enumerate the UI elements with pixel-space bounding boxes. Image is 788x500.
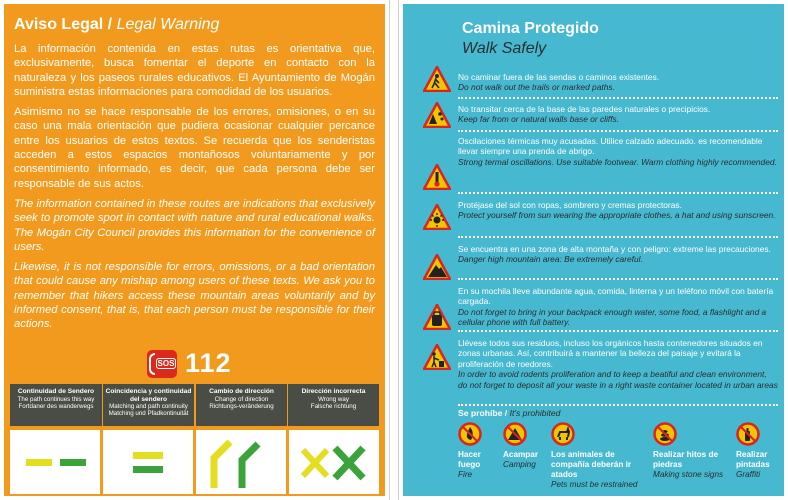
thermometer-warning-icon — [423, 164, 451, 190]
divider — [458, 404, 778, 406]
sign-title: Coincidencia y continuidad del sendero — [105, 388, 192, 403]
safety-en: Do not forget to bring in your backpack enough water, some food, a flashlight and a cellular phone with full battery. — [458, 306, 767, 328]
continuity-mark-icon — [10, 430, 100, 494]
legal-paragraph-es-1: La información contenida en estas rutas es orientativa que, exclusivamente, busca fomentar el deporte en contacto con la naturaleza y los paseos rurales educativos. El Ayuntamiento de Mogán suministra estas informaciones para comodidad de los usuarios. — [14, 43, 375, 98]
divider — [458, 192, 778, 194]
wrong-way-mark-icon — [289, 430, 379, 494]
legal-title-en: Legal Warning — [116, 16, 220, 33]
sign-title: Cambio de dirección — [209, 388, 274, 395]
divider — [458, 236, 778, 238]
safety-item-mountain — [458, 244, 778, 265]
no-fire-label — [458, 450, 498, 480]
safety-en: Do not walk out the trails or marked paths. — [458, 82, 615, 93]
prohibited-heading — [458, 408, 560, 418]
legal-warning-panel — [0, 0, 389, 500]
legal-title — [14, 16, 375, 34]
safety-en: In order to avoid rodents proliferation and to keep a beatiful and clean environment, do not forget to deposit all your waste in a right waste container located in urban areas — [458, 369, 778, 390]
safety-en: Danger high mountain area: Be extremely careful. — [458, 254, 643, 265]
prohibited-heading-es: Se prohíbe / — [458, 408, 508, 418]
legal-text-block — [14, 14, 375, 338]
divider — [458, 97, 778, 99]
emergency-number — [147, 348, 232, 379]
safety-item-waste — [458, 338, 778, 390]
prohibited-en: Pets must be restrained — [551, 480, 638, 489]
sos-phone-icon — [147, 350, 177, 378]
sign-de: Fortdaner des wanderwegs — [18, 402, 94, 410]
prohibited-en: Camping — [503, 460, 536, 469]
sign-header-continuity — [10, 384, 102, 426]
safety-item-trails — [458, 72, 778, 93]
pets-leash-icon — [551, 422, 575, 446]
prohibited-heading-en: It's prohibited — [509, 408, 561, 418]
trail-signs-legend — [10, 384, 379, 494]
sign-header-matching — [102, 384, 194, 426]
safety-item-thermal — [458, 136, 778, 167]
sign-header-wrong — [287, 384, 379, 426]
matching-mark-icon — [103, 430, 193, 494]
no-graffiti-label — [736, 450, 782, 480]
emergency-number-value: 112 — [185, 348, 232, 378]
mountain-warning-icon — [423, 254, 451, 280]
sign-en: Change of direction — [214, 395, 269, 403]
prohibited-es: Realizar hitos de piedras — [653, 450, 719, 469]
safety-es: No caminar fuera de las sendas o caminos existentes. — [458, 72, 660, 82]
safety-item-backpack — [458, 286, 778, 328]
no-camping-label — [503, 450, 545, 470]
safety-item-sun — [458, 200, 778, 221]
sign-en: Matching and path continuity — [109, 403, 188, 411]
divider — [458, 130, 778, 132]
walker-warning-icon — [423, 66, 451, 92]
walk-safely-panel — [399, 0, 788, 500]
no-fire-icon — [458, 422, 482, 446]
safety-en: Protect yourself from sun wearing the appropriate clothes, a hat and using sunscreen. — [458, 210, 776, 221]
legal-title-es: Aviso Legal / — [14, 16, 113, 33]
divider — [458, 330, 778, 332]
safety-es: En su mochila lleve abundante agua, comida, linterna y un teléfono móvil con batería cargada. — [458, 286, 774, 307]
divider — [458, 278, 778, 280]
sign-en: Wrong way — [318, 395, 349, 403]
litter-warning-icon — [423, 344, 451, 370]
safety-es: No transitar cerca de la base de las paredes naturales o precipicios. — [458, 104, 711, 114]
safe-title-es: Camina Protegido — [462, 20, 599, 37]
safety-es: Llévese todos sus residuos, incluso los orgánicos hasta contenedores situados en zonas urbanas. Así, contribuirá a mantener la belleza del paisaje y evitará la proliferación de roedores. — [458, 338, 763, 369]
safe-title-en: Walk Safely — [462, 40, 547, 57]
no-camping-icon — [503, 422, 527, 446]
prohibited-en: Fire — [458, 470, 473, 479]
safety-item-walls — [458, 104, 778, 125]
legal-paragraph-en-2: Likewise, it is not responsible for errors, omissions, or a bad orientation that could cause any mishap among users of these texts. We ask you to remember that hikers access these mountain areas voluntarily and by informed consent, that is, that each person must be responsible for their actions. — [14, 261, 375, 331]
prohibited-en: Graffiti — [736, 470, 761, 479]
prohibited-es: Hacer fuego — [458, 450, 481, 469]
safety-en: Strong termal oscillations. Use suitable footwear. Warm clothing highly recommended. — [458, 156, 777, 167]
safety-en: Keep far from or natural walls base or cliffs. — [458, 114, 620, 125]
prohibited-es: Los animales de compañía deberán ir atados — [551, 450, 632, 479]
legal-paragraph-en-1: The information contained in these routes are indications that exclusively seek to promote sport in contact with nature and rural educational walks. The Mogán City Council provides this information for the convenience of users. — [14, 197, 375, 253]
sos-label: SOS — [157, 359, 175, 368]
legal-paragraph-es-2: Asimismo no se hace responsable de los errores, omisiones, o en su caso una mala orientación que pudiera ocasionar cualquier percance entre los usuarios de estos textos. Se recuerda que los senderistas acceden a estos espacios montañosos voluntariamente y por consentimiento informado, es decir, que cada persona debe ser responsable de sus actos. — [14, 106, 375, 190]
sign-de: Falsche richtung — [310, 402, 357, 410]
sign-de: Matching und Pfadkontinuität — [108, 410, 189, 418]
sign-en: The path continues this way — [17, 395, 95, 403]
safety-es: Se encuentra en una zona de alta montaña y con peligro: extreme las precauciones. — [458, 244, 771, 254]
sign-title: Continuidad de Sendero — [17, 388, 95, 395]
falling-rocks-warning-icon — [423, 102, 451, 128]
pets-label — [551, 450, 643, 490]
sign-header-change — [195, 384, 287, 426]
prohibited-es: Realizar pintadas — [736, 450, 770, 469]
sign-title: Dirección incorrecta — [301, 388, 366, 395]
change-direction-mark-icon — [196, 430, 286, 494]
no-stone-signs-icon — [653, 422, 677, 446]
prohibited-en: Making stone signs — [653, 470, 724, 479]
backpack-warning-icon — [423, 304, 451, 330]
sign-de: Richtungs-veränderung — [209, 402, 274, 410]
sun-warning-icon — [423, 204, 451, 230]
safety-es: Oscilaciones térmicas muy acusadas. Utilice calzado adecuado. es recomendable llevar siempre una prenda de abrigo. — [458, 136, 763, 157]
safety-es: Protéjase del sol con ropas, sombrero y cremas protectoras. — [458, 200, 682, 210]
prohibited-es: Acampar — [503, 450, 539, 459]
no-stone-signs-label — [653, 450, 729, 480]
no-graffiti-icon — [736, 422, 760, 446]
